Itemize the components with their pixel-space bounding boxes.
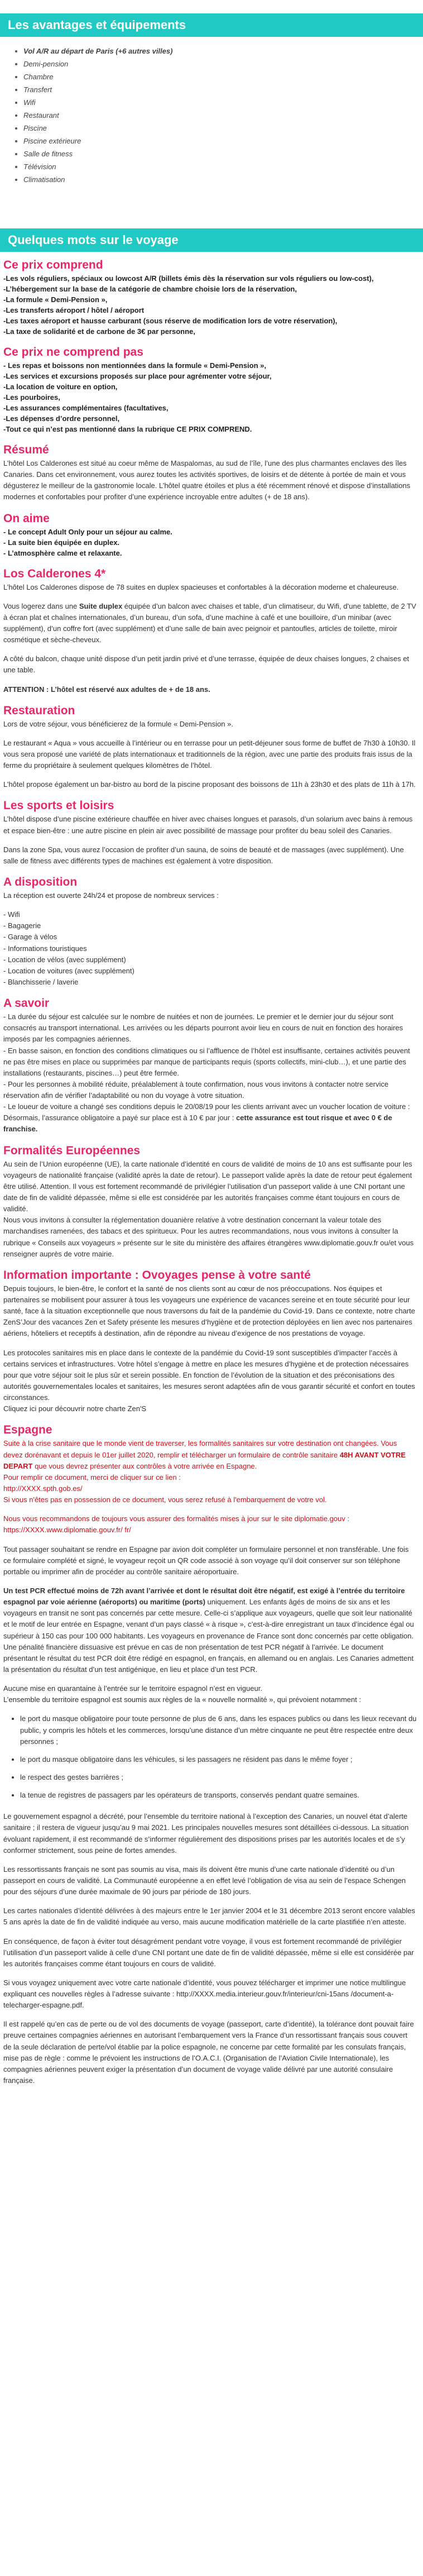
information-sante: Depuis toujours, le bien-être, le confort et la santé de nos clients sont au cœur de nos préoccupations. Nos équipes et partenaires se mobilisent pour assurer à tous les voyageurs une expérience de vacances sereine et en toute sécurité pour leur santé, face à la situation exceptionnelle que nous traversons du fait de la pandémie du Covid-19. Dans ce contexte, notre charte ZenS’Jour des vacances Zen et Safety présente les mesures d’hygiène et de protection déployées en lien avec nos partenaires aériens, hôteliers et receptifs à destination, afin de répondre au niveau d’exigence de nos prestations de voyage. [3, 1284, 415, 1338]
espagne-crise-text: Suite à la crise sanitaire que le monde vient de traverser, les formalités sanitaires sur votre destination ont changées. Vous devez dorénavant et depuis le 01er juillet 2020, remplir et télécharger un formulaire de contrôle sanitaire [3, 1439, 397, 1459]
espagne-48h: 48H AVANT VOTRE DEPART [3, 1450, 406, 1470]
amenity-item: • Salle de fitness [23, 147, 423, 160]
amenity-item: • Vol A/R au départ de Paris (+6 autres villes) [23, 45, 423, 58]
savoir-duree: - La durée du séjour est calculée sur le nombre de nuitées et non de journées. Le premier et le dernier jour du séjour sont consacrés au transport international. Les arrivées ou les départs pourront avoir lieu en cours de nuit en fonction des horaires imposés par les compagnies aériennes. [3, 1012, 403, 1044]
prix-comprend-list [3, 273, 417, 337]
espagne-rules-list [3, 1713, 417, 1801]
espagne-formulaire: Tout passager souhaitant se rendre en Espagne par avion doit compléter un formulaire personnel et non transférable. Une fois ce formulaire complété et signé, le voyageur reçoit un QR code associé à son voyage qu’il doit conserver sur son téléphone portable ou imprimer afin de procéder au contrôle sanitaire aéroportuaire. [3, 1545, 409, 1576]
espagne-spth-link[interactable]: http://XXXX.spth.gob.es/ [3, 1484, 83, 1493]
espagne-visa: Les ressortissants français ne sont pas soumis au visa, mais ils doivent être munis d’une carte nationale d’identité ou d’un passeport en cours de validité. La Communauté européenne a en effet levé l’obligation de visa au sein de l’espace Schengen pour des séjours d’une durée maximale de 90 jours par période de 180 jours. [3, 1865, 406, 1896]
heading-restauration: Restauration [3, 704, 75, 717]
service-item: - Bagagerie [3, 921, 41, 930]
amenity-item: • Climatisation [23, 173, 423, 186]
heading-prix-comprend: Ce prix comprend [3, 259, 103, 271]
espagne-perte-vol: Il est rappelé qu’en cas de perte ou de vol des documents de voyage (passeport, carte d’identité), la tolérance dont pouvait faire preuve certaines compagnies aériennes en autorisant l’embarquement vers la France d’un ressortissant français sous couvert de la seule déclaration de perte/vol établie par la police espagnole, ne concerne par cette formalité par les consulats français, mise pas de règle : comme le prévoient les instructions de l’O.A.C.I. (Organisation de l’Aviation Civile Internationale), les compagnies aériennes peuvent exiger la présentation d’un document de voyage valide délivré par une autorité consulaire française. [3, 2020, 414, 2085]
espagne-pcr-text: uniquement. Les enfants âgés de moins de six ans et les voyageurs en transit ne sont pas concernés par cette mesure. Celle-ci s’applique aux voyageurs, quelle que soit leur nationalité et le motif de leur entrée en Espagne, venant d’un pays classé « à risque », c’est-à-dire enregistrant un taux d’incidence égal ou supérieur à 150 cas pour 100 000 habitants. Les voyageurs en provenance de France sont donc concernés par cette obligation. Une pénalité financière dissuasive est prévue en cas de non présentation de test PCR négatif à l’arrivée. Le document présentant le résultat du test PCR doit être rédigé en espagnol, en français, en allemand ou en anglais. Les Canaries admettent la présentation du résultat d’un test antigénique, en lieu et place d’un test PCR. [3, 1598, 414, 1674]
savoir-mobilite: - Pour les personnes à mobilité réduite, préalablement à toute confirmation, nous vous invitons à contacter notre service réservation afin de vérifier l’adaptabilité ou non du voyage à votre situation. [3, 1079, 389, 1100]
espagne-remplir: Pour remplir ce document, merci de cliquer sur ce lien : [3, 1473, 181, 1481]
services-list [3, 909, 417, 988]
prix-comprend-item: -Les transferts aéroport / hôtel / aéroport [3, 306, 145, 314]
espagne-rule-item: • le port du masque obligatoire dans les véhicules, si les passagers ne résident pas dans le même foyer ; [20, 1754, 417, 1765]
amenity-item: • Transfert [23, 83, 423, 96]
heading-calderones: Los Calderones 4* [3, 567, 106, 580]
section-title-avantages: Les avantages et équipements [0, 13, 423, 37]
heading-information: Information importante : Ovoyages pense à votre santé [3, 1268, 311, 1282]
amenity-item: • Télévision [23, 160, 423, 173]
espagne-passeport: En conséquence, de façon à éviter tout désagrément pendant votre voyage, il vous est fortement recommandé de privilégier l’utilisation d’un passeport valide à celle d’une CNI portant une date de fin de validité dépassée, même si elle est considérée par les autorités françaises comme étant toujours en cours de validité. [3, 1937, 414, 1968]
calderones-suite-text [3, 601, 417, 646]
prix-comprend-pas-item: - Les repas et boissons non mentionnées dans la formule « Demi-Pension », [3, 361, 267, 370]
heading-formalites: Formalités Européennes [3, 1144, 141, 1157]
voyage-content [0, 252, 423, 2086]
information-protocoles: Les protocoles sanitaires mis en place dans le contexte de la pandémie du Covid-19 sont susceptibles d’impacter l’accès à certains services et infrastructures. Votre hôtel s’engage à mettre en place les mesures d’hygiène et de protection nécessaires pour que votre séjour soit le plus sûr et serein possible. En fonction de l’évolution de la situation et des préconisations des autorités gouvernementales locales et sanitaires, les mesures seront adaptées afin de vous garantir sécurité et confort en toutes circonstances. [3, 1348, 415, 1402]
amenity-item: • Piscine extérieure [23, 135, 423, 147]
restauration-aqua: Le restaurant « Aqua » vous accueille à l’intérieur ou en terrasse pour un petit-déjeuner sous forme de buffet de 7h30 à 10h30. Il vous sera proposé une variété de plats internationaux et traditionnels de la région, avec une partie des produits frais issus de la ferme du propriétaire à seulement quelques kilomètres de l’hôtel. [3, 738, 416, 770]
espagne-cni-validite: Les cartes nationales d’identité délivrées à des majeurs entre le 1er janvier 2004 et le 31 décembre 2013 seront encore valables 5 ans après la date de fin de validité indiquée au verso, mais aucune modification matérielle de la carte plastifiée n’en atteste. [3, 1906, 415, 1927]
savoir-voiture [3, 1101, 417, 1135]
formalites-douane: Nous vous invitons à consulter la réglementation douanière relative à votre destination concernant la valeur totale des marchandises ramenées, des tabacs et des spiritueux. Pour les autres recommandations, nous vous invitons à consulter la rubrique « Conseils aux voyageurs » présente sur le site du ministère des affaires étrangères www.diplomatie.gouv.fr ou/et vous renseigner auprès de votre mairie. [3, 1216, 414, 1258]
heading-espagne: Espagne [3, 1423, 52, 1437]
service-item: - Location de voitures (avec supplément) [3, 966, 134, 975]
espagne-rule-item: • le respect des gestes barrières ; [20, 1772, 417, 1783]
adults-only-notice: ATTENTION : L’hôtel est réservé aux adultes de + de 18 ans. [3, 685, 210, 694]
amenities-list [0, 45, 423, 186]
service-item: - Garage à vélos [3, 933, 57, 941]
prix-comprend-item: -Les vols réguliers, spéciaux ou lowcost A/R (billets émis dès la réservation sur vols réguliers ou low-cost), [3, 274, 374, 283]
restauration-bar: L’hôtel propose également un bar-bistro au bord de la piscine proposant des boissons de 11h à 23h30 et des plats de 11h à 17h. [3, 780, 416, 789]
espagne-test-pcr [3, 1585, 417, 1675]
prix-comprend-pas-item: -Les pourboires, [3, 393, 60, 402]
prix-comprend-item: -L’hébergement sur la base de la catégorie de chambre choisie lors de la réservation, [3, 285, 297, 293]
amenity-item: • Restaurant [23, 109, 423, 122]
amenity-item: • Chambre [23, 70, 423, 83]
espagne-normalite: L’ensemble du territoire espagnol est soumis aux règles de la « nouvelle normalité », qui prévoient notamment : [3, 1695, 361, 1704]
resume-text: L’hôtel Los Calderones est situé au coeur même de Maspalomas, au sud de l’île, l’une des plus charmantes enclaves des îles Canaries. Dans cet environnement, vous aurez toutes les activités sportives, de loisirs et de détente à portée de main et vous dégusterez le meilleur de la gastronomie locale. L’hôtel quatre étoiles et plus a été récemment rénové et dispose d’installations modernes et confortables pour profiter d’une expérience incroyable entre adultes (+ de 18 ans). [3, 459, 411, 501]
espagne-crise-end: que vous devrez présenter aux contrôles à votre arrivée en Espagne. [32, 1461, 257, 1470]
on-aime-list [3, 527, 417, 558]
prix-comprend-item: -La formule « Demi-Pension », [3, 295, 108, 304]
service-item: - Informations touristiques [3, 944, 87, 953]
prix-comprend-pas-item: -La location de voiture en option, [3, 383, 118, 391]
on-aime-item: - L’atmosphère calme et relaxante. [3, 548, 122, 557]
prix-comprend-pas-item: -Tout ce qui n’est pas mentionné dans la rubrique CE PRIX COMPREND. [3, 425, 252, 433]
heading-sports: Les sports et loisirs [3, 799, 114, 813]
restauration-formula: Lors de votre séjour, vous bénéficierez de la formule « Demi-Pension ». [3, 719, 233, 728]
calderones-garden-text: A côté du balcon, chaque unité dispose d’un petit jardin privé et d’une terrasse, équipée de deux chaises longues, 2 chaises et une table. [3, 654, 410, 675]
heading-prix-comprend-pas: Ce prix ne comprend pas [3, 346, 143, 359]
espagne-quarantaine: Aucune mise en quarantaine à l’entrée sur le territoire espagnol n’est en vigueur. [3, 1684, 262, 1693]
amenity-item: • Piscine [23, 122, 423, 135]
on-aime-item: - Le concept Adult Only pour un séjour au calme. [3, 527, 172, 536]
heading-resume: Résumé [3, 443, 49, 456]
espagne-pcr-bold: Un test PCR effectué moins de 72h avant l’arrivée et dont le résultat doit être négatif, est exigé à l’entrée du territoire espagnol par voie aérienne (aéroports) ou maritime (ports) [3, 1586, 405, 1607]
savoir-basse-saison: - En basse saison, en fonction des conditions climatiques ou si l’affluence de l’hôtel est insuffisante, certaines activités peuvent ne pas être mises en place ou supprimées par manque de participants requis (sports collectifs, mini-club…), et une partie des installations (restaurants, piscines…) peut être fermée. [3, 1046, 410, 1077]
prix-comprend-pas-item: -Les services et excursions proposés sur place pour agrémenter votre séjour, [3, 372, 272, 380]
espagne-notice: Si vous voyagez uniquement avec votre carte nationale d’identité, vous pouvez télécharger et imprimer une notice multilingue expliquant ces nouvelles règles à l’adresse suivante : http://XXXX.media.interieur.gouv.fr/interieur/cni-15ans /document-a-telecharger-espagne.pdf. [3, 1978, 406, 2010]
espagne-refus: Si vous n'êtes pas en possession de ce document, vous serez refusé à l'embarquement de votre vol. [3, 1495, 327, 1504]
amenity-item: • Demi-pension [23, 58, 423, 70]
calderones-suite-rest: équipée d’un balcon avec chaises et table, d’un climatiseur, du Wifi, d’une tablette, de 2 TV à écran plat et chaînes internationales, d’un bureau, d’un sofa, d’une machine à café et une bouilloire, d’un minibar (avec supplément), d’un coffre fort (avec supplément) et d’une salle de bain avec peignoir et pantoufles, articles de toilette, miroir cosmétique et sèche-cheveux. [3, 601, 416, 644]
amenity-item: • Wifi [23, 96, 423, 109]
prix-comprend-pas-item: -Les dépenses d’ordre personnel, [3, 414, 120, 423]
sports-pool: L’hôtel dispose d’une piscine extérieure chauffée en hiver avec chaises longues et parasols, d’un solarium avec bains à remous et espace bien-être : une autre piscine en plein air avec possibilité de massage pour profiter du beau soleil des Canaries. [3, 815, 413, 835]
disposition-reception: La réception est ouverte 24h/24 et propose de nombreux services : [3, 891, 219, 900]
prix-comprend-pas-item: -Les assurances complémentaires (facultatives, [3, 404, 169, 412]
service-item: - Blanchisserie / laverie [3, 977, 79, 986]
savoir-voiture-text: - Le loueur de voiture a changé ses conditions depuis le 20/08/19 pour les clients arrivant avec un voucher location de voiture : Désormais, l’assurance obligatoire a payé sur place est à 10 € par jour : [3, 1102, 410, 1122]
calderones-suite-lead: Vous logerez dans une [3, 601, 79, 610]
prix-comprend-item: -Les taxes aéroport et hausse carburant (sous réserve de modification lors de votre réservation), [3, 317, 338, 325]
calderones-intro: L’hôtel Los Calderones dispose de 78 suites en duplex spacieuses et confortables à la décoration moderne et chaleureuse. [3, 582, 399, 591]
savoir-voiture-bold: cette assurance est tout risque et avec 0 € de franchise. [3, 1113, 392, 1134]
prix-comprend-item: -La taxe de solidarité et de carbone de 3€ par personne, [3, 327, 195, 336]
charte-link[interactable]: Cliquez ici pour découvrir notre charte Zen'S [3, 1404, 147, 1413]
espagne-crise-sanitaire [3, 1438, 417, 1471]
service-item: - Location de vélos (avec supplément) [3, 955, 126, 964]
suite-duplex-label: Suite duplex [79, 601, 123, 610]
espagne-etat-alerte: Le gouvernement espagnol a décrété, pour l’ensemble du territoire national à l’exception des Canaries, un nouvel état d’alerte sanitaire ; il restera de vigueur jusqu’au 9 mai 2021. Les principales nouvelles mesures sont détaillées ci-dessous. La situation évoluant rapidement, il est recommandé de s’informer régulièrement des dispositions prises par les autorités locales et de s’y conformer strictement, sous peine de fortes amendes. [3, 1812, 409, 1855]
espagne-rule-item: • le port du masque obligatoire pour toute personne de plus de 6 ans, dans les espaces publics ou dans les lieux recevant du public, y compris les hôtels et les commerces, lorsqu’une distance d’un mètre cinquante ne peut être respectée entre deux personnes ; [20, 1713, 417, 1747]
heading-savoir: A savoir [3, 997, 50, 1010]
espagne-diplomatie-link[interactable]: Nous vous recommandons de toujours vous assurer des formalités mises à jour sur le site diplomatie.gouv : https://XXXX.www.diplomatie.gouv.fr/ fr/ [3, 1514, 349, 1535]
service-item: - Wifi [3, 910, 20, 919]
heading-on-aime: On aime [3, 512, 50, 525]
on-aime-item: - La suite bien équipée en duplex. [3, 538, 120, 547]
sports-spa: Dans la zone Spa, vous aurez l’occasion de profiter d’un sauna, de soins de beauté et de massages (avec supplément). Une salle de fitness avec différents types de machines est également à votre disposition. [3, 845, 404, 865]
espagne-rule-item: • la tenue de registres de passagers par les opérateurs de transports, conservés pendant quatre semaines. [20, 1790, 417, 1801]
formalites-cni: Au sein de l’Union européenne (UE), la carte nationale d’identité en cours de validité de moins de 10 ans est suffisante pour les voyageurs de nationalité française (validité après la date de retour). Le passeport valide après la date de retour peut également être utilisé. Attention. Il vous est fortement recommandé de privilégier l’utilisation d’un passeport valide à une CNI portant une date de fin de validité dépassée, même si elle est considérée par les autorités françaises comme étant toujours en cours de validité. [3, 1159, 412, 1213]
section-title-voyage: Quelques mots sur le voyage [0, 228, 423, 252]
heading-disposition: A disposition [3, 875, 78, 888]
prix-comprend-pas-list [3, 360, 417, 434]
